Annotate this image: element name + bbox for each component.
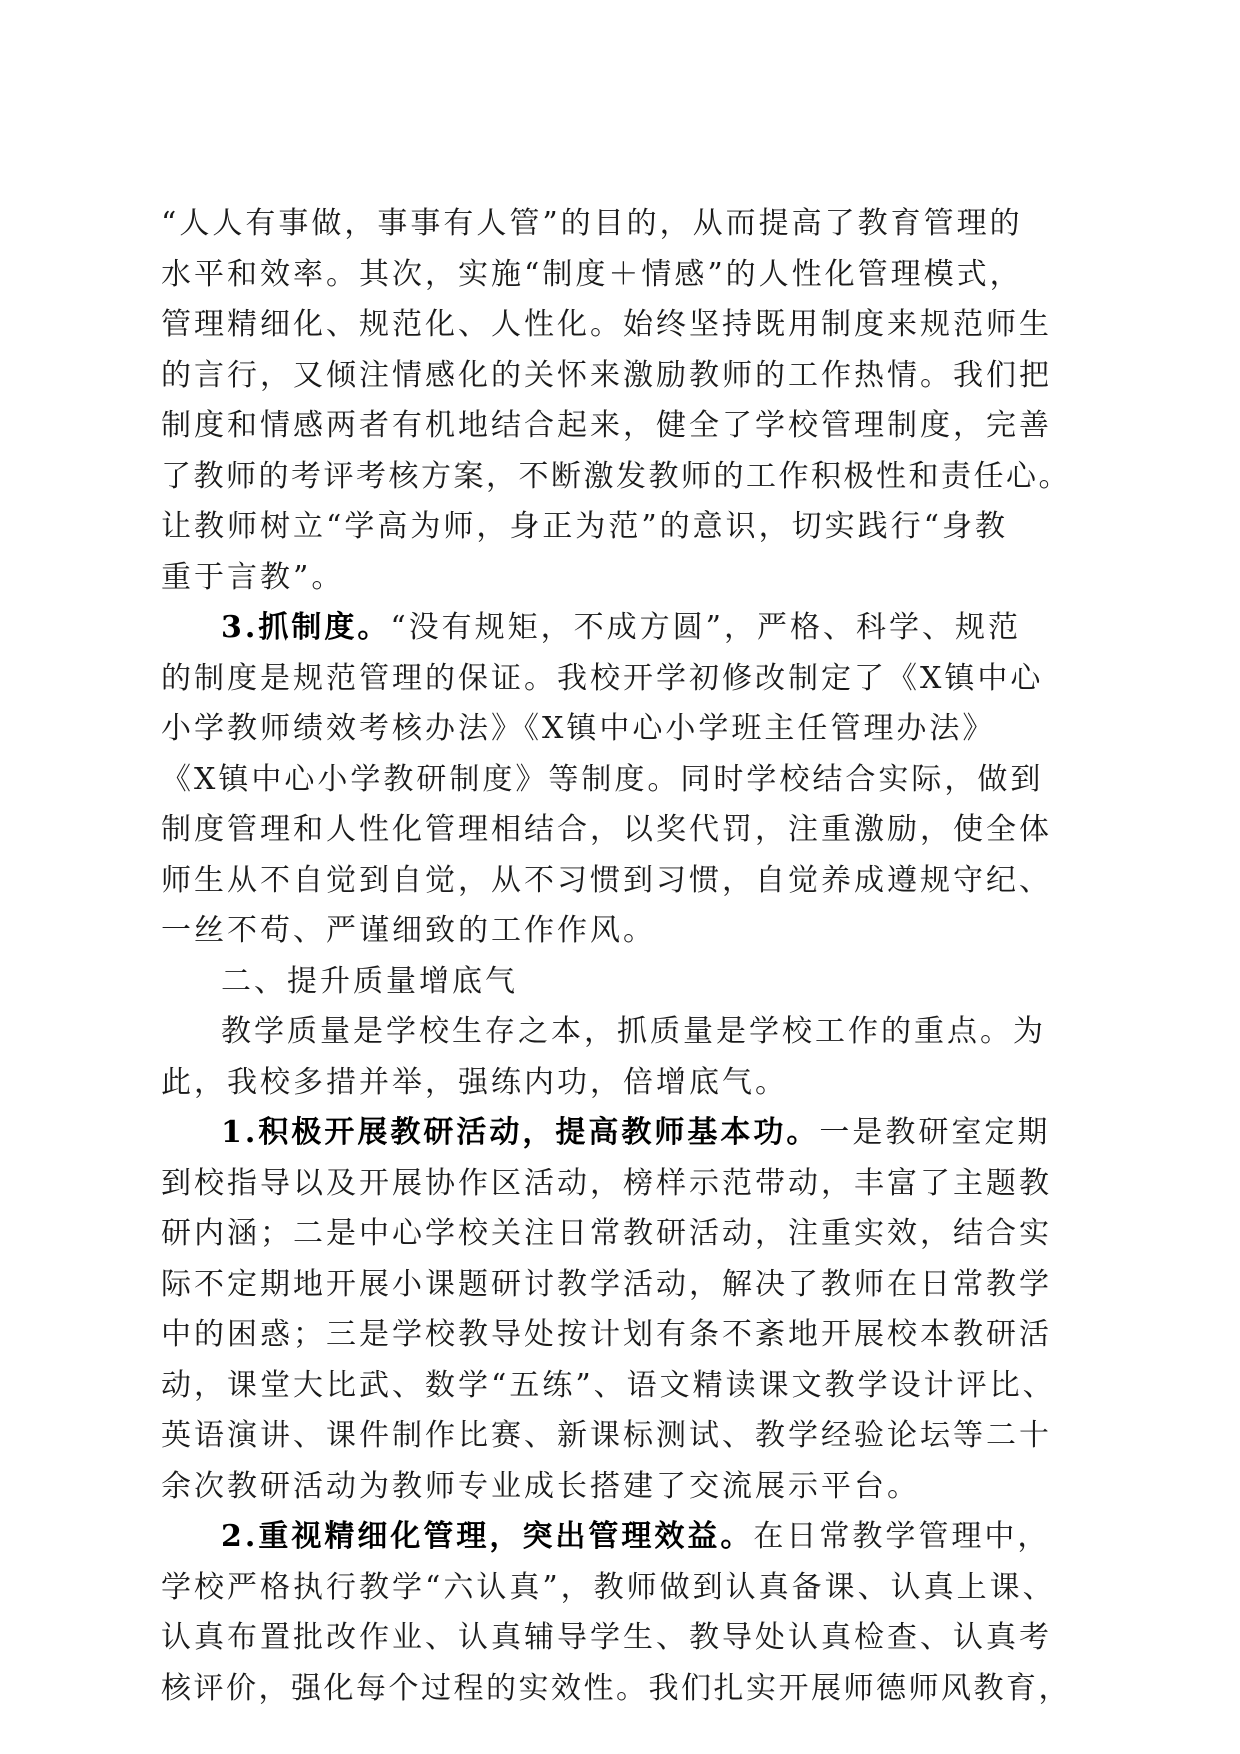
- paragraph-1-first-line: [161, 1108, 1081, 1159]
- text-line: 了教师的考评考核方案，不断激发教师的工作积极性和责任心。: [161, 458, 1071, 494]
- text-line: 《X镇中心小学教研制度》等制度。同时学校结合实际，做到: [161, 761, 1044, 797]
- section-3-title: 3.抓制度。: [221, 610, 391, 645]
- text-line: 核评价，强化每个过程的实效性。我们扎实开展师德师风教育，: [161, 1670, 1071, 1706]
- subsection-2-title: 2.重视精细化管理，突出管理效益。: [221, 1519, 754, 1554]
- text-line: 研内涵；二是中心学校关注日常教研活动，注重实效，结合实: [161, 1216, 1052, 1251]
- text-run: 一是教研室定期: [819, 1115, 1051, 1150]
- text-line: 让教师树立“学高为师，身正为范”的意识，切实践行“身教: [161, 509, 1009, 544]
- text-line: 制度管理和人性化管理相结合，以奖代罚，注重激励，使全体: [161, 812, 1052, 847]
- text-line: 英语演讲、课件制作比赛、新课标测试、教学经验论坛等二十: [161, 1418, 1052, 1453]
- text-line: 际不定期地开展小课题研讨教学活动，解决了教师在日常教学: [161, 1266, 1052, 1302]
- text-line: 的言行，又倾注情感化的关怀来激励教师的工作热情。我们把: [161, 357, 1052, 393]
- text-line: 一丝不苟、严谨细致的工作作风。: [161, 913, 656, 948]
- text-run: 在日常教学管理中，: [753, 1519, 1051, 1554]
- text-line: 管理精细化、规范化、人性化。始终坚持既用制度来规范师生: [161, 307, 1052, 342]
- text-line: 水平和效率。其次，实施“制度＋情感”的人性化管理模式，: [161, 256, 1023, 292]
- subsection-1-title: 1.积极开展教研活动，提高教师基本功。: [221, 1115, 820, 1150]
- document-body: [161, 199, 1081, 1714]
- text-line: 学校严格执行教学“六认真”，教师做到认真备课、认真上课、: [161, 1569, 1056, 1605]
- text-line: 认真布置批改作业、认真辅导学生、教导处认真检查、认真考: [161, 1620, 1052, 1655]
- text-line: “人人有事做，事事有人管”的目的，从而提高了教育管理的: [161, 206, 1023, 241]
- text-line: 中的困惑；三是学校教导处按计划有条不紊地开展校本教研活: [161, 1317, 1052, 1352]
- text-line: 重于言教”。: [161, 559, 345, 595]
- text-line: 教学质量是学校生存之本，抓质量是学校工作的重点。为: [221, 1014, 1046, 1049]
- text-run: “没有规矩，不成方圆”，严格、科学、规范: [390, 610, 1022, 645]
- text-line: 此，我校多措并举，强练内功，倍增底气。: [161, 1064, 788, 1100]
- text-line: 动，课堂大比武、数学“五练”、语文精读课文教学设计评比、: [161, 1367, 1056, 1403]
- paragraph-3-first-line: [161, 603, 1081, 654]
- text-line: 余次教研活动为教师专业成长搭建了交流展示平台。: [161, 1468, 920, 1504]
- text-line: 到校指导以及开展协作区活动，榜样示范带动，丰富了主题教: [161, 1165, 1052, 1201]
- text-line: 师生从不自觉到自觉，从不习惯到习惯，自觉养成遵规守纪、: [161, 862, 1052, 898]
- text-line: 的制度是规范管理的保证。我校开学初修改制定了《X镇中心: [161, 660, 1044, 696]
- paragraph-2-first-line: [161, 1512, 1081, 1563]
- section-heading-2: 二、提升质量增底气: [221, 963, 518, 999]
- text-line: 小学教师绩效考核办法》《X镇中心小学班主任管理办法》: [161, 711, 996, 746]
- text-line: 制度和情感两者有机地结合起来，健全了学校管理制度，完善: [161, 408, 1052, 443]
